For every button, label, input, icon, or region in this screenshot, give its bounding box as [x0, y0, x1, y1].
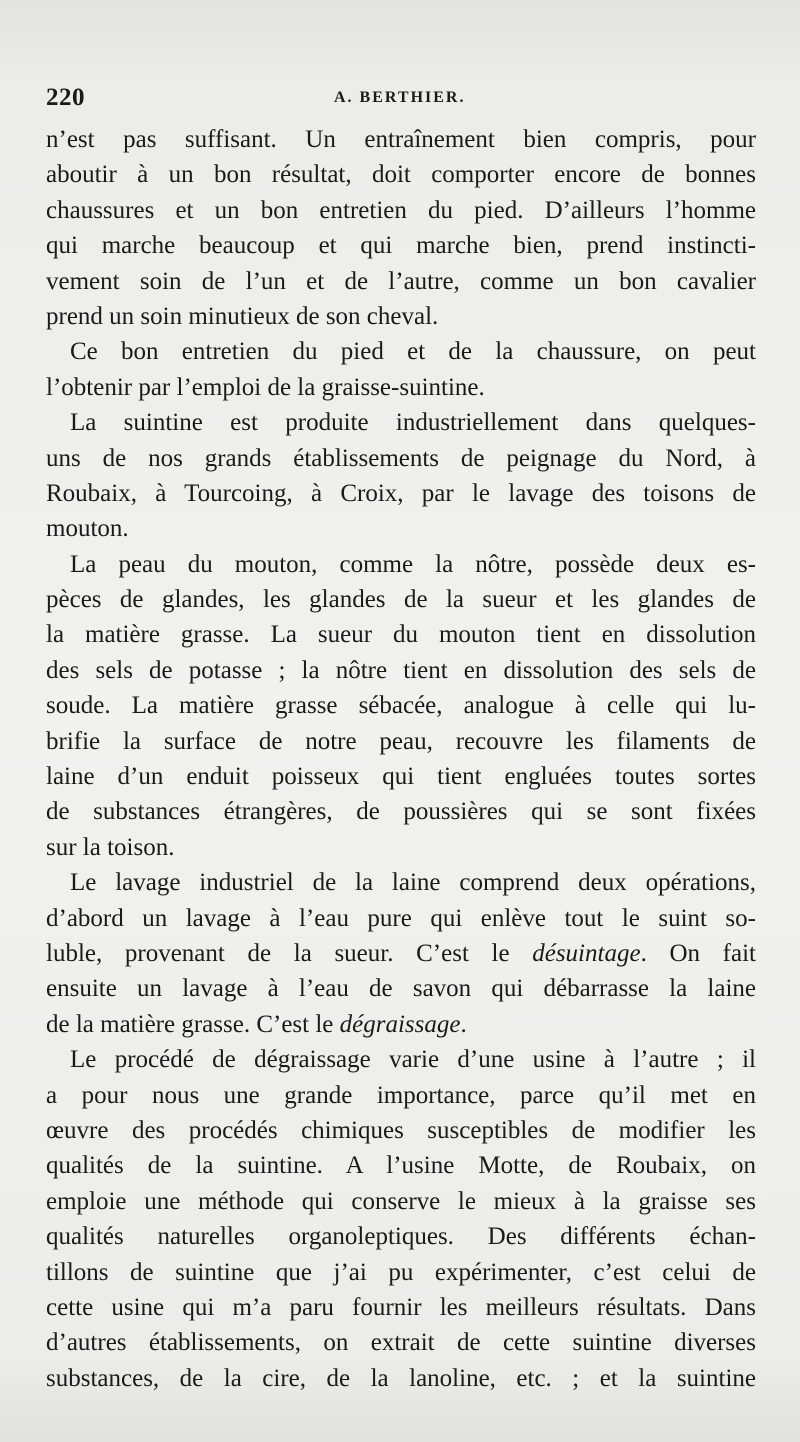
text-fragment: . On fait [640, 939, 756, 967]
text-line: Le procédé de dégraissage varie d’une usine à l’autre ; il [70, 1046, 756, 1074]
text-line: des sels de potasse ; la nôtre tient en dissolution des sels de [46, 656, 756, 684]
text-line: qualités naturelles organoleptiques. Des différents échan- [46, 1223, 756, 1251]
page-header [46, 84, 756, 120]
text-fragment: luble, provenant de la sueur. C’est le [46, 939, 533, 967]
text-line: a pour nous une grande importance, parce qu’il met en [46, 1081, 756, 1109]
text-fragment: de la matière grasse. C’est le [46, 1010, 340, 1038]
text-line: qui marche beaucoup et qui marche bien, prend instincti- [46, 232, 756, 260]
text-line: prend un soin minutieux de son cheval. [46, 302, 439, 330]
text-line: qualités de la suintine. A l’usine Motte, de Roubaix, on [46, 1152, 756, 1180]
text-line-with-emphasis [46, 1007, 756, 1042]
text-line: soude. La matière grasse sébacée, analogue à celle qui lu- [46, 692, 756, 720]
text-line: Le lavage industriel de la laine comprend deux opérations, [70, 869, 756, 897]
text-line: La peau du mouton, comme la nôtre, possède deux es- [70, 550, 756, 578]
text-line: de substances étrangères, de poussières qui se sont fixées [46, 798, 756, 826]
text-line-with-emphasis [46, 936, 756, 971]
text-line: ensuite un lavage à l’eau de savon qui débarrasse la laine [46, 975, 756, 1003]
text-line: d’abord un lavage à l’eau pure qui enlève tout le suint so- [46, 904, 756, 932]
text-line: emploie une méthode qui conserve le mieux à la graisse ses [46, 1187, 756, 1215]
text-line: tillons de suintine que j’ai pu expérimenter, c’est celui de [46, 1258, 756, 1286]
text-line: brifie la surface de notre peau, recouvre les filaments de [46, 727, 756, 755]
emphasized-term: dégraissage [339, 1010, 461, 1038]
emphasized-term: désuintage [532, 939, 641, 967]
text-line: sur la toison. [46, 833, 175, 861]
text-line: mouton. [46, 515, 129, 543]
text-line: la matière grasse. La sueur du mouton tient en dissolution [46, 621, 756, 649]
text-line: Ce bon entretien du pied et de la chaussure, on peut [70, 338, 756, 366]
text-line: substances, de la cire, de la lanoline, etc. ; et la suintine [46, 1364, 756, 1392]
text-line: pèces de glandes, les glandes de la sueur et les glandes de [46, 586, 756, 614]
text-line: aboutir à un bon résultat, doit comporter encore de bonnes [46, 161, 756, 189]
text-line: cette usine qui m’a paru fournir les meilleurs résultats. Dans [46, 1293, 756, 1321]
text-line: uns de nos grands établissements de peignage du Nord, à [46, 444, 756, 472]
text-line: Roubaix, à Tourcoing, à Croix, par le lavage des toisons de [46, 479, 756, 507]
text-line: chaussures et un bon entretien du pied. D’ailleurs l’homme [46, 196, 756, 224]
running-head: A. BERTHIER. [334, 89, 466, 106]
text-line: n’est pas suffisant. Un entraînement bien compris, pour [46, 126, 756, 153]
text-line: La suintine est produite industriellement dans quelques- [70, 409, 756, 437]
text-line: œuvre des procédés chimiques susceptibles de modifier les [46, 1116, 756, 1144]
text-line: vement soin de l’un et de l’autre, comme un bon cavalier [46, 267, 756, 295]
text-line: d’autres établissements, on extrait de cette suintine diverses [46, 1329, 756, 1357]
text-line: laine d’un enduit poisseux qui tient engluées toutes sortes [46, 763, 756, 791]
text-fragment: . [460, 1010, 467, 1038]
text-line: l’obtenir par l’emploi de la graisse-suintine. [46, 373, 485, 401]
body-text [46, 122, 756, 1396]
page-number: 220 [46, 84, 85, 111]
